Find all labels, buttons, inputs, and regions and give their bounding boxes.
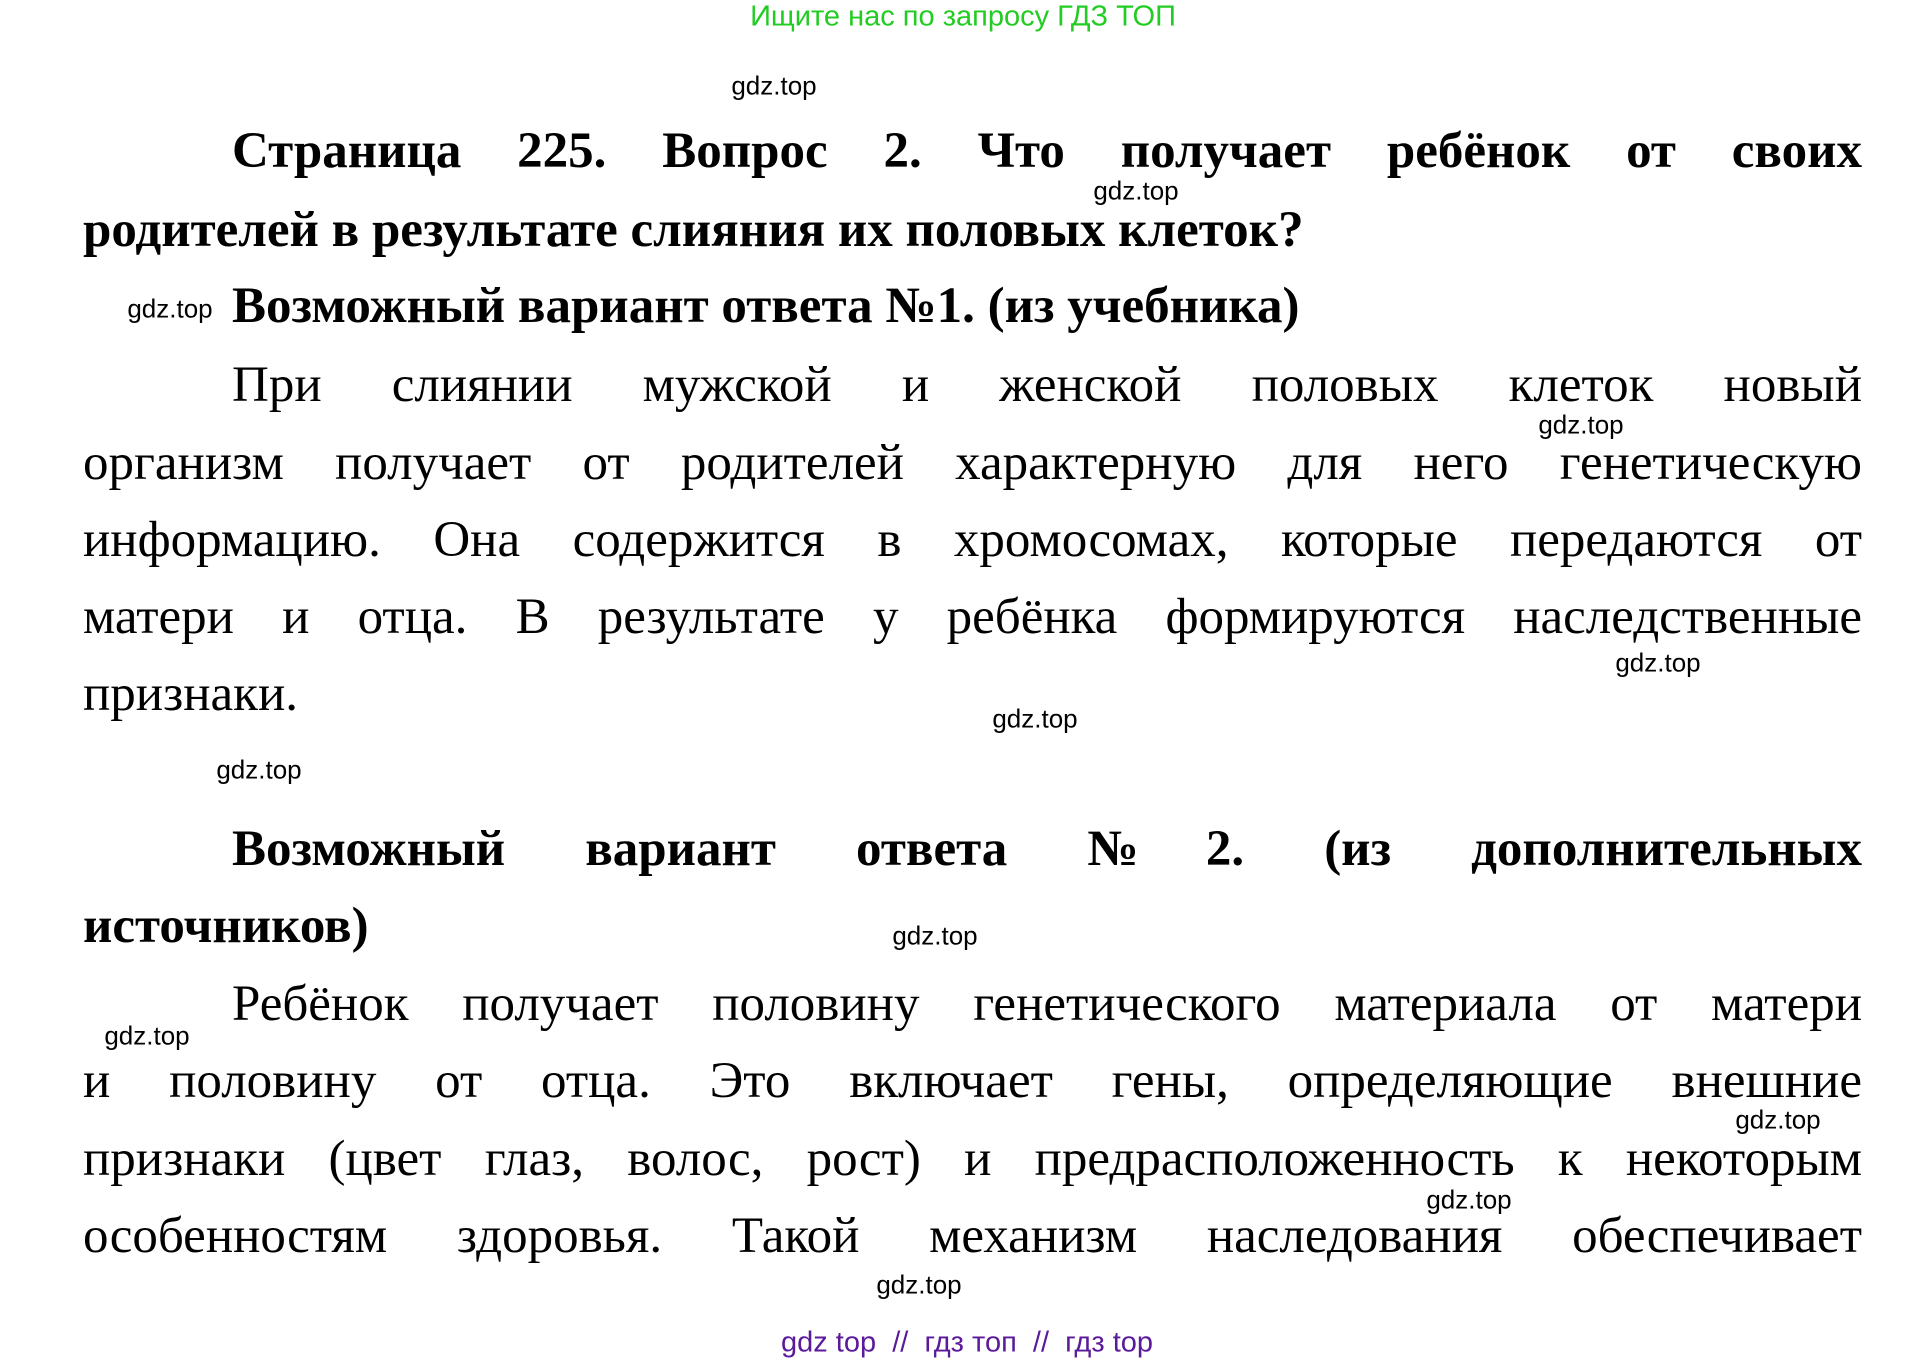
watermark: gdz.top: [1615, 647, 1701, 678]
watermark: gdz.top: [1093, 175, 1179, 206]
answer1-line: При слиянии мужской и женской половых клеток новый: [232, 357, 1862, 413]
answer1-heading: Возможный вариант ответа №1. (из учебника): [232, 278, 1300, 334]
answer1-line: информацию. Она содержится в хромосомах, которые передаются от: [83, 512, 1862, 568]
watermark: gdz.top: [104, 1020, 190, 1051]
watermark: gdz.top: [1735, 1104, 1821, 1135]
watermark: gdz.top: [1538, 409, 1624, 440]
watermark: gdz.top: [876, 1269, 962, 1300]
answer2-line: особенностям здоровья. Такой механизм наследования обеспечивает: [83, 1208, 1862, 1264]
answer1-line: матери и отца. В результате у ребёнка формируются наследственные: [83, 589, 1862, 645]
watermark: gdz.top: [216, 754, 302, 785]
watermark: gdz.top: [731, 70, 817, 101]
footer-banner: gdz top // гдз топ // гдз top: [780, 1326, 1154, 1359]
watermark: gdz.top: [992, 703, 1078, 734]
header-banner: Ищите нас по запросу ГДЗ ТОП: [750, 0, 1176, 33]
watermark: gdz.top: [127, 293, 213, 324]
answer2-line: признаки (цвет глаз, волос, рост) и предрасположенность к некоторым: [83, 1131, 1862, 1187]
answer1-line: организм получает от родителей характерную для него генетическую: [83, 435, 1862, 491]
watermark: gdz.top: [892, 920, 978, 951]
answer2-heading-line-1: Возможный вариант ответа №2. (из дополнительных: [232, 821, 1862, 877]
watermark: gdz.top: [1426, 1184, 1512, 1215]
question-line-2: родителей в результате слияния их половых клеток?: [83, 202, 1304, 258]
question-line-1: Страница 225. Вопрос 2. Что получает ребёнок от своих: [232, 123, 1862, 179]
answer2-line: и половину от отца. Это включает гены, определяющие внешние: [83, 1053, 1862, 1109]
answer1-line: признаки.: [83, 666, 298, 722]
answer2-heading-line-2: источников): [83, 898, 369, 954]
answer2-line: Ребёнок получает половину генетического материала от матери: [232, 976, 1862, 1032]
